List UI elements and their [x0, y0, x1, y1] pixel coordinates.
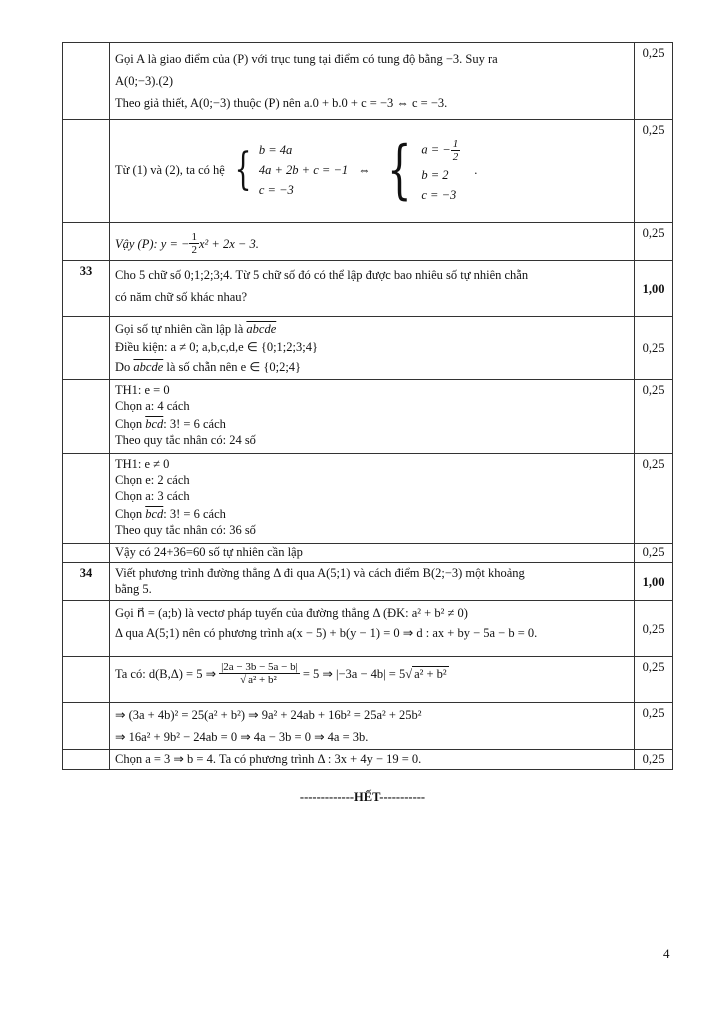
equation-system — [379, 133, 461, 207]
solution-cell — [110, 544, 635, 563]
solution-cell — [110, 380, 635, 454]
text-line: có năm chữ số khác nhau? — [115, 290, 248, 304]
solution-cell — [110, 454, 635, 544]
overlined-number: abcde — [246, 322, 277, 336]
fraction-numerator: 1 — [452, 137, 459, 150]
points-cell: 0,25 — [635, 43, 673, 120]
fraction-numerator: 1 — [191, 231, 197, 243]
text-line: Chọn a = 3 ⇒ b = 4. Ta có phương trình Δ : 3x + 4y − 19 = 0. — [115, 752, 422, 766]
end-marker: -------------HẾT----------- — [299, 790, 426, 804]
fraction — [219, 661, 300, 686]
points-cell: 0,25 — [635, 601, 673, 657]
sqrt-content: a² + b² — [248, 674, 277, 686]
text-line: Cho 5 chữ số 0;1;2;3;4. Từ 5 chữ số đó có thể lập được bao nhiêu số tự nhiên chẵn — [115, 268, 529, 282]
sqrt-content: a² + b² — [414, 666, 447, 681]
points-cell: 1,00 — [635, 261, 673, 317]
overlined-number: $\overline{bcd}$ — [145, 507, 164, 521]
points-cell: 0,25 — [635, 317, 673, 380]
fraction-denominator: 2 — [452, 150, 459, 163]
question-number — [63, 317, 110, 380]
text-line: x² + 2x − 3. — [198, 236, 259, 251]
table-row — [63, 223, 673, 261]
solution-cell — [110, 601, 635, 657]
text-line — [115, 416, 629, 432]
points-cell: 0,25 — [635, 380, 673, 454]
equation-line — [421, 138, 460, 163]
question-cell — [110, 261, 635, 317]
text-line: Từ (1) và (2), ta có hệ — [115, 163, 225, 177]
table-row — [63, 703, 673, 750]
equation-line: c = −3 — [421, 187, 457, 202]
question-number: 34 — [63, 563, 110, 601]
equation-line: 4a + 2b + c = −1 — [258, 163, 349, 177]
points-cell: 0,25 — [635, 703, 673, 750]
text: Gọi số tự nhiên cần lập là — [115, 322, 244, 336]
sqrt: √ a² + b² — [405, 666, 447, 681]
solution-cell — [110, 750, 635, 770]
table-row — [63, 454, 673, 544]
overlined-number: $\overline{bcd}$ — [145, 417, 164, 431]
text-line — [115, 359, 629, 375]
table-row — [63, 750, 673, 770]
points-cell: 0,25 — [635, 544, 673, 563]
text: là số chẵn nên e ∈ {0;2;4} — [166, 360, 302, 374]
solution-cell — [110, 317, 635, 380]
question-number — [63, 703, 110, 750]
text-line: TH1: e ≠ 0 — [115, 457, 170, 471]
text: : 3! = 6 cách — [163, 417, 226, 431]
answer-table — [62, 42, 673, 770]
text-line: Theo giả thiết, A(0;−3) thuộc (P) nên a.0 + b.0 + c = −3 ⇔ c = −3. — [115, 96, 448, 110]
text-line: Δ qua A(5;1) nên có phương trình a(x − 5) + b(y − 1) = 0 ⇒ d : ax + by − 5a − b = 0. — [115, 626, 538, 640]
text-line: . — [474, 163, 478, 177]
text-line: Chọn e: 2 cách — [115, 473, 190, 487]
solution-cell — [110, 43, 635, 120]
table-row — [63, 43, 673, 120]
text-line: ⇒ 16a² + 9b² − 24ab = 0 ⇒ 4a − 3b = 0 ⇒ 4a = 3b. — [115, 730, 369, 744]
question-number — [63, 120, 110, 223]
question-number: 33 — [63, 261, 110, 317]
question-number — [63, 750, 110, 770]
page-number: 4 — [663, 946, 670, 961]
text-line: Vậy có 24+36=60 số tự nhiên cần lập — [115, 545, 303, 559]
table-row — [63, 544, 673, 563]
text-line — [115, 506, 629, 522]
text-line: Điều kiện: a ≠ 0; a,b,c,d,e ∈ {0;1;2;3;4} — [115, 340, 318, 354]
points-cell: 0,25 — [635, 454, 673, 544]
question-cell — [110, 563, 635, 601]
text-line: Gọi n⃗ = (a;b) là vectơ pháp tuyến của đường thẳng Δ (ĐK: a² + b² ≠ 0) — [115, 606, 468, 620]
text-line: ⇒ (3a + 4b)² = 25(a² + b²) ⇒ 9a² + 24ab + 16b² = 25a² + 25b² — [115, 708, 422, 722]
text-line: Ta có: d(B,Δ) = 5 ⇒ — [115, 666, 217, 681]
fraction-numerator: |2a − 3b − 5a − b| — [221, 661, 298, 673]
points-cell: 0,25 — [635, 120, 673, 223]
text-line: Chọn a: 4 cách — [115, 399, 190, 413]
brace-icon: { — [234, 144, 252, 195]
text-line: bằng 5. — [115, 582, 152, 596]
table-row — [63, 657, 673, 703]
question-number — [63, 601, 110, 657]
equivalence-sign: ⇔ — [358, 163, 371, 177]
table-row — [63, 563, 673, 601]
overlined-number: abcde — [133, 360, 164, 374]
text: Chọn — [115, 417, 143, 431]
text-line: Chọn a: 3 cách — [115, 489, 190, 503]
text-line: Gọi A là giao điểm của (P) với trục tung tại điểm có tung độ bằng −3. Suy ra — [115, 52, 498, 66]
brace-icon: { — [386, 133, 412, 207]
points-cell: 1,00 — [635, 563, 673, 601]
text-line: Theo quy tắc nhân có: 36 số — [115, 523, 256, 537]
fraction — [451, 138, 461, 163]
points-cell: 0,25 — [635, 657, 673, 703]
question-number — [63, 657, 110, 703]
solution-cell — [110, 120, 635, 223]
equation-system — [229, 142, 348, 198]
text-line — [115, 321, 629, 337]
solution-cell — [110, 223, 635, 261]
text-line: Viết phương trình đường thẳng Δ đi qua A(5;1) và cách điểm B(2;−3) một khoảng — [115, 566, 525, 580]
text-line: TH1: e = 0 — [115, 383, 170, 397]
text: Do — [115, 360, 131, 374]
question-number — [63, 544, 110, 563]
question-number — [63, 380, 110, 454]
points-cell: 0,25 — [635, 223, 673, 261]
table-row — [63, 601, 673, 657]
text-line: = 5 ⇒ |−3a − 4b| = 5 — [302, 666, 406, 681]
fraction-denominator: √ a² + b² — [240, 674, 277, 686]
question-number — [63, 454, 110, 544]
table-row — [63, 261, 673, 317]
solution-cell — [110, 703, 635, 750]
table-row — [63, 317, 673, 380]
equation-line: c = −3 — [258, 183, 294, 197]
question-number — [63, 223, 110, 261]
fraction-denominator: 2 — [191, 244, 197, 256]
text: : 3! = 6 cách — [163, 507, 226, 521]
points-cell: 0,25 — [635, 750, 673, 770]
table-row — [63, 120, 673, 223]
question-number — [63, 43, 110, 120]
text-line: Vậy (P): y = − — [115, 236, 190, 251]
table-row — [63, 380, 673, 454]
equation-text: a = − — [421, 141, 451, 156]
solution-cell — [110, 657, 635, 703]
equation-line: b = 2 — [421, 167, 449, 182]
text-line: Theo quy tắc nhân có: 24 số — [115, 433, 256, 447]
equation-line: b = 4a — [258, 143, 293, 157]
text: Chọn — [115, 507, 143, 521]
text-line: A(0;−3).(2) — [115, 74, 174, 88]
fraction — [189, 231, 199, 256]
